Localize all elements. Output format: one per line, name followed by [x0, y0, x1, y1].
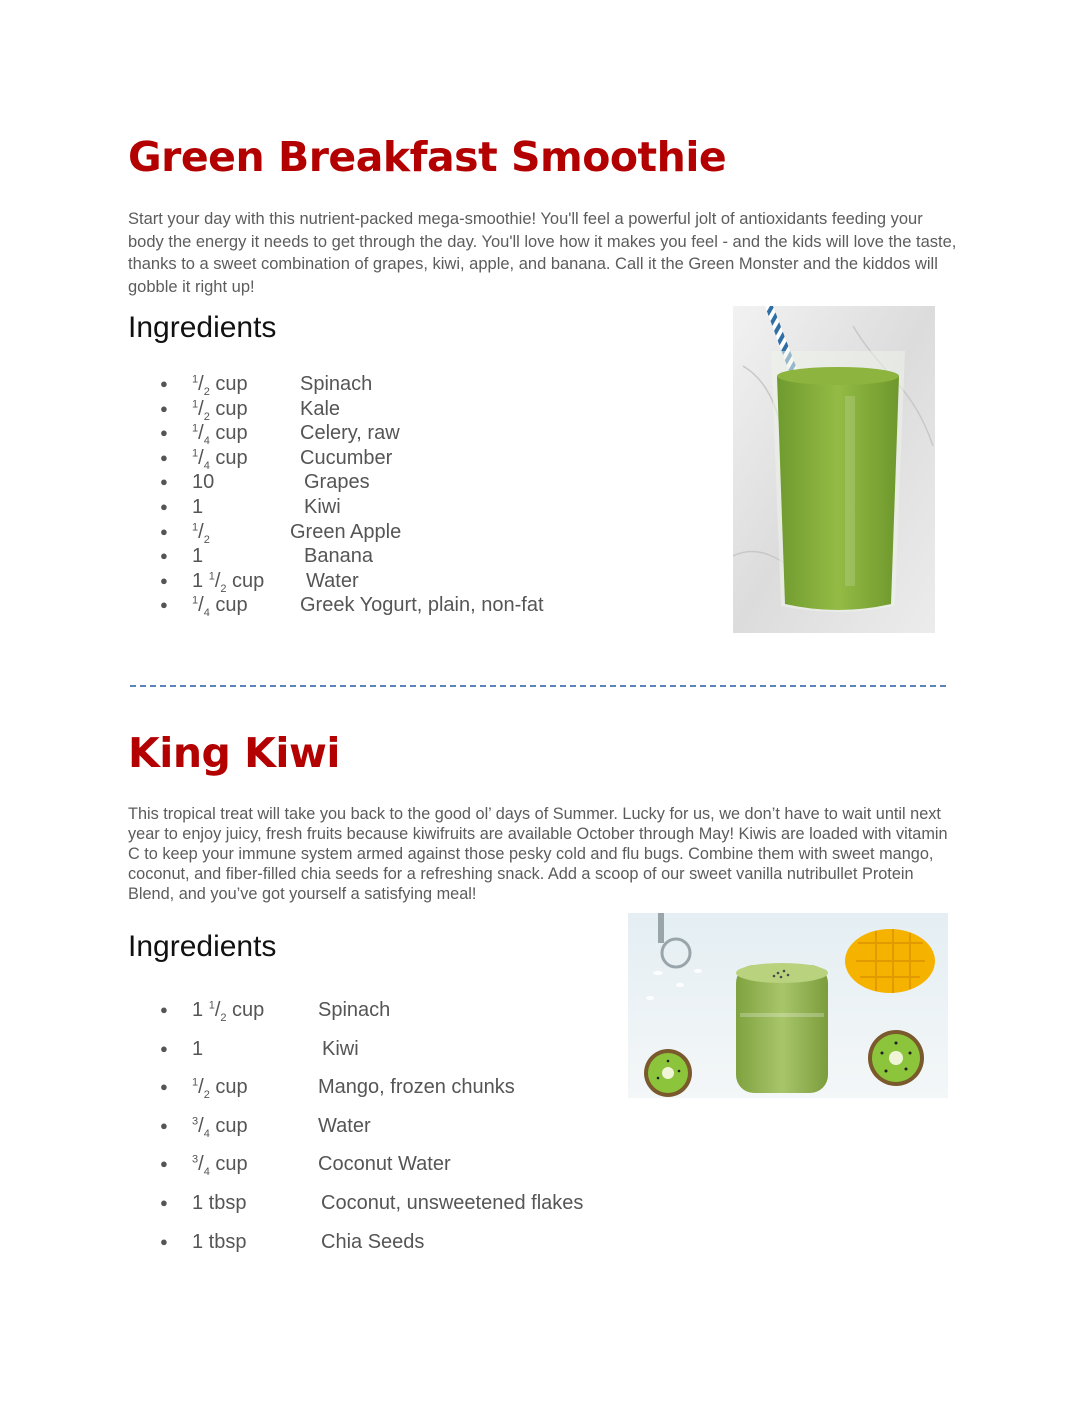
- ingredient-item: [160, 470, 720, 495]
- ingredient-quantity: [192, 1184, 246, 1223]
- kiwi-smoothie-illustration: [628, 913, 948, 1098]
- quantity-unit: cup: [209, 422, 248, 445]
- fraction-denominator: 4: [203, 459, 210, 472]
- quantity-unit: cup: [209, 397, 248, 420]
- fraction-denominator: 4: [203, 435, 210, 448]
- fraction-denominator: 2: [203, 1089, 210, 1102]
- quantity-unit: cup: [209, 1076, 248, 1099]
- quantity-whole: 1: [192, 999, 209, 1021]
- quantity-whole: 1: [192, 1191, 204, 1214]
- fraction-numerator: 1: [192, 594, 199, 607]
- recipe-title: King Kiwi: [128, 729, 340, 777]
- ingredient-name: Water: [318, 1114, 371, 1137]
- ingredient-item: [160, 1223, 620, 1262]
- ingredient-item: [160, 1068, 620, 1107]
- bullet-icon: ●: [160, 1156, 168, 1172]
- ingredients-list: [160, 991, 620, 1261]
- fraction-numerator: 3: [192, 1153, 199, 1166]
- ingredient-quantity: $^1/_4$ cup: [192, 422, 248, 448]
- bullet-icon: ●: [160, 400, 168, 416]
- bullet-icon: ●: [160, 474, 168, 490]
- ingredient-item: [160, 372, 720, 397]
- fraction-denominator: 2: [203, 533, 210, 546]
- bullet-icon: ●: [160, 1194, 168, 1210]
- ingredient-quantity: 1 $^1/_2$ cup: [192, 569, 265, 595]
- ingredient-name: Coconut Water: [318, 1153, 451, 1176]
- ingredient-name: Coconut, unsweetened flakes: [321, 1191, 584, 1214]
- ingredient-item: [160, 446, 720, 471]
- ingredient-name: Cucumber: [300, 446, 393, 469]
- quantity-unit: cup: [226, 569, 265, 592]
- ingredient-name: Chia Seeds: [321, 1230, 425, 1253]
- fraction-numerator: 1: [192, 373, 199, 386]
- section-divider: [130, 685, 946, 687]
- bullet-icon: ●: [160, 1117, 168, 1133]
- ingredient-name: Water: [306, 569, 359, 592]
- ingredient-item: [160, 1145, 620, 1184]
- quantity-whole: 1: [192, 1230, 204, 1253]
- fraction-denominator: 4: [203, 1166, 210, 1179]
- ingredients-list: [160, 372, 720, 618]
- ingredient-quantity: $^1/_2$ cup: [192, 397, 248, 423]
- ingredient-name: Banana: [304, 545, 373, 568]
- ingredient-item: [160, 520, 720, 545]
- fraction-denominator: 2: [220, 582, 227, 595]
- fraction-numerator: 1: [192, 422, 199, 435]
- ingredients-heading: Ingredients: [128, 311, 277, 344]
- quantity-unit: cup: [209, 373, 248, 395]
- ingredient-item: [160, 544, 720, 569]
- ingredient-name: Green Apple: [290, 520, 402, 543]
- fraction-denominator: 4: [203, 1127, 210, 1140]
- kiwi-smoothie-photo: [628, 913, 948, 1098]
- fraction-numerator: 1: [192, 1076, 199, 1089]
- bullet-icon: ●: [160, 376, 168, 391]
- fraction-numerator: 1: [192, 447, 199, 460]
- smoothie-glass-illustration: [733, 306, 935, 633]
- bullet-icon: ●: [160, 523, 168, 539]
- quantity-unit: tbsp: [203, 1230, 247, 1253]
- ingredient-name: Spinach: [300, 373, 373, 395]
- ingredient-name: Kiwi: [322, 1037, 359, 1060]
- ingredient-item: [160, 421, 720, 446]
- ingredient-item: [160, 569, 720, 594]
- ingredient-quantity: [192, 1030, 203, 1069]
- fraction-numerator: 1: [208, 570, 215, 583]
- bullet-icon: ●: [160, 449, 168, 465]
- ingredient-item: [160, 397, 720, 422]
- ingredients-heading: Ingredients: [128, 930, 277, 963]
- ingredient-quantity: [192, 544, 203, 569]
- bullet-icon: ●: [160, 548, 168, 564]
- ingredient-item: [160, 1107, 620, 1146]
- fraction-denominator: 2: [203, 410, 210, 423]
- quantity-unit: cup: [209, 594, 248, 617]
- quantity-unit: cup: [226, 999, 265, 1021]
- ingredient-name: Mango, frozen chunks: [318, 1076, 515, 1099]
- ingredient-name: Greek Yogurt, plain, non-fat: [300, 594, 544, 617]
- fraction-denominator: 4: [203, 607, 210, 620]
- recipe-title: Green Breakfast Smoothie: [128, 133, 727, 181]
- recipe-intro: Start your day with this nutrient-packed mega-smoothie! You'll feel a powerful jolt of antioxidants feeding your body the energy it needs to get through the day. You'll love how it makes you feel - and the kids will love the taste, thanks to a sweet combination of grapes, kiwi, apple, and banana. Call it the Green Monster and the kiddos will gobble it right up!: [128, 210, 957, 297]
- fraction-denominator: 2: [203, 386, 210, 398]
- ingredient-quantity: $^1/_2$: [192, 520, 210, 546]
- ingredient-quantity: [192, 470, 214, 495]
- ingredient-name: Grapes: [304, 471, 370, 494]
- quantity-whole: 1: [192, 1037, 204, 1060]
- ingredient-quantity: $^1/_4$ cup: [192, 446, 248, 472]
- quantity-unit: tbsp: [203, 1191, 247, 1214]
- ingredient-quantity: $^1/_2$ cup: [192, 373, 248, 398]
- fraction-numerator: 1: [192, 520, 199, 533]
- ingredient-quantity: $^3/_4$ cup: [192, 1114, 248, 1140]
- quantity-whole: 10: [192, 471, 215, 494]
- ingredient-quantity: [192, 1223, 246, 1262]
- fraction-denominator: 2: [220, 1012, 227, 1024]
- quantity-whole: 1: [192, 569, 209, 592]
- ingredient-quantity: [192, 495, 203, 520]
- fraction-numerator: 3: [192, 1115, 199, 1128]
- ingredient-item: [160, 495, 720, 520]
- bullet-icon: ●: [160, 597, 168, 613]
- bullet-icon: ●: [160, 1040, 168, 1056]
- ingredient-item: [160, 991, 620, 1030]
- ingredient-quantity: $^1/_4$ cup: [192, 594, 248, 620]
- quantity-whole: 1: [192, 545, 204, 568]
- bullet-icon: ●: [160, 572, 168, 588]
- ingredient-quantity: 1 $^1/_2$ cup: [192, 999, 265, 1024]
- quantity-unit: cup: [209, 446, 248, 469]
- quantity-unit: cup: [209, 1114, 248, 1137]
- quantity-whole: 1: [192, 495, 204, 518]
- ingredient-name: Kale: [300, 397, 341, 420]
- ingredient-item: [160, 1030, 620, 1069]
- ingredient-quantity: $^3/_4$ cup: [192, 1153, 248, 1179]
- ingredient-name: Kiwi: [304, 495, 341, 518]
- bullet-icon: ●: [160, 498, 168, 514]
- bullet-icon: ●: [160, 1233, 168, 1249]
- bullet-icon: ●: [160, 425, 168, 441]
- smoothie-glass-photo: [733, 306, 935, 633]
- ingredient-name: Celery, raw: [300, 422, 400, 445]
- bullet-icon: ●: [160, 1002, 168, 1017]
- ingredient-item: [160, 593, 720, 618]
- recipe-intro: This tropical treat will take you back to the good ol’ days of Summer. Lucky for us, we don’t have to wait until next year to enjoy juicy, fresh fruits because kiwifruits are available October through May! Kiwis are loaded with vitamin C to keep your immune system armed against those pesky cold and flu bugs. Combine them with sweet mango, coconut, and fiber-filled chia seeds for a refreshing snack. Add a scoop of our sweet vanilla nutribullet Protein Blend, and you’ve got yourself a satisfying meal!: [128, 805, 948, 903]
- quantity-unit: cup: [209, 1153, 248, 1176]
- ingredient-quantity: $^1/_2$ cup: [192, 1076, 248, 1102]
- fraction-numerator: 1: [208, 999, 215, 1012]
- bullet-icon: ●: [160, 1079, 168, 1095]
- fraction-numerator: 1: [192, 397, 199, 410]
- ingredient-name: Spinach: [318, 999, 391, 1021]
- ingredient-item: [160, 1184, 620, 1223]
